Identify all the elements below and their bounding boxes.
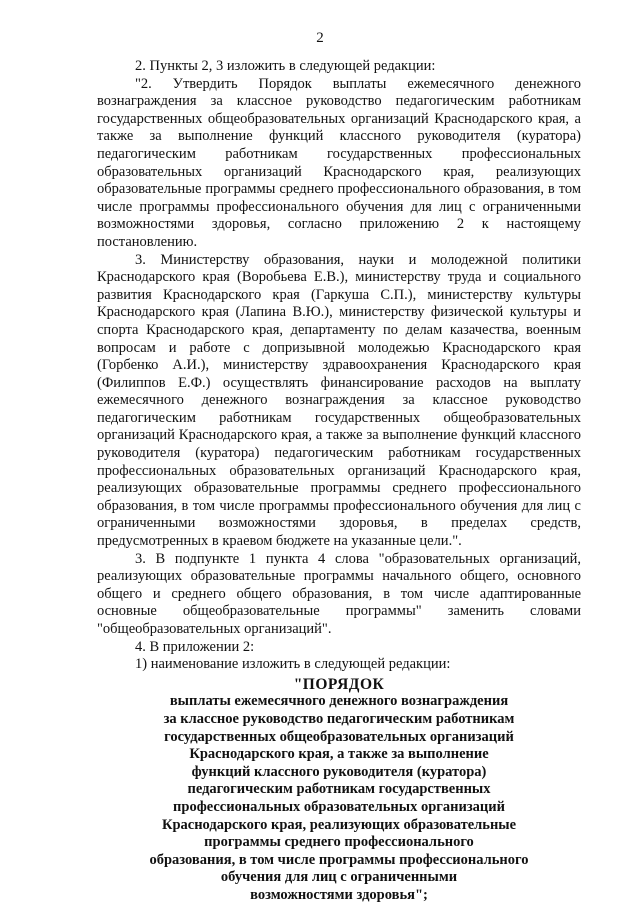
title-line: педагогическим работникам государственных (187, 781, 491, 798)
title-line: Краснодарского края, реализующих образовательные (161, 816, 517, 833)
title-line: возможностями здоровья"; (250, 886, 428, 903)
procedure-title (97, 676, 581, 905)
title-line: функций классного руководителя (куратора) (191, 763, 487, 780)
paragraph: 4. В приложении 2: (135, 638, 255, 655)
title-line: государственных общеобразовательных организаций (164, 728, 514, 745)
title-line: профессиональных образовательных организаций (173, 798, 505, 815)
page-number: 2 (316, 30, 324, 46)
title-line: образования, в том числе программы профессионального (149, 851, 529, 868)
title-line: программы среднего профессионального (204, 834, 474, 851)
title-heading: "ПОРЯДОК (293, 675, 385, 693)
paragraph: 3. В подпункте 1 пункта 4 слова "образовательных организаций, реализующих образовательные программы начального общего, основного общего и среднего общего образования, в том числе адаптированные основные общеобразовательные программы" заменить словами "общеобразовательных организаций". (97, 550, 581, 637)
document-body (97, 58, 581, 905)
title-line: Краснодарского края, а также за выполнение (189, 746, 489, 763)
title-line: за классное руководство педагогическим работникам (163, 710, 515, 727)
paragraph: 3. Министерству образования, науки и молодежной политики Краснодарского края (Воробьева Е.В.), министерству труда и социального развития Краснодарского края (Гаркуша С.П.), министерству культуры Краснодарского края (Лапина В.Ю.), министерству физической культуры и спорта Краснодарского края, департаменту по делам казачества, военным вопросам и работе с допризывной молодежью Краснодарского края (Горбенко А.И.), министерству здравоохранения Краснодарского края (Филиппов Е.Ф.) осуществлять финансирование расходов на выплату ежемесячного денежного вознаграждения за классное руководство педагогическим работникам государственных общеобразовательных организаций Краснодарского края, а также за выполнение функций классного руководителя (куратора) педагогическим работникам государственных профессиональных образовательных организаций Краснодарского края, реализующих образовательные программы среднего профессионального образования, в том числе программы профессионального обучения для лиц с ограниченными возможностями здоровья, в пределах средств, предусмотренных в краевом бюджете на указанные цели.". (97, 251, 581, 550)
title-line: обучения для лиц с ограниченными (220, 869, 458, 886)
paragraph: 2. Пункты 2, 3 изложить в следующей редакции: (135, 58, 436, 74)
title-line: выплаты ежемесячного денежного вознаграждения (169, 693, 509, 710)
paragraph: 1) наименование изложить в следующей редакции: (135, 656, 451, 673)
paragraph: "2. Утвердить Порядок выплаты ежемесячного денежного вознаграждения за классное руководство педагогическим работникам государственных общеобразовательных организаций Краснодарского края, а также за выполнение функций классного руководителя (куратора) педагогическим работникам государственных профессиональных образовательных организаций Краснодарского края, реализующих образовательные программы среднего профессионального образования, в том числе программы профессионального обучения для лиц с ограниченными возможностями здоровья, согласно приложению 2 к настоящему постановлению. (97, 75, 581, 250)
